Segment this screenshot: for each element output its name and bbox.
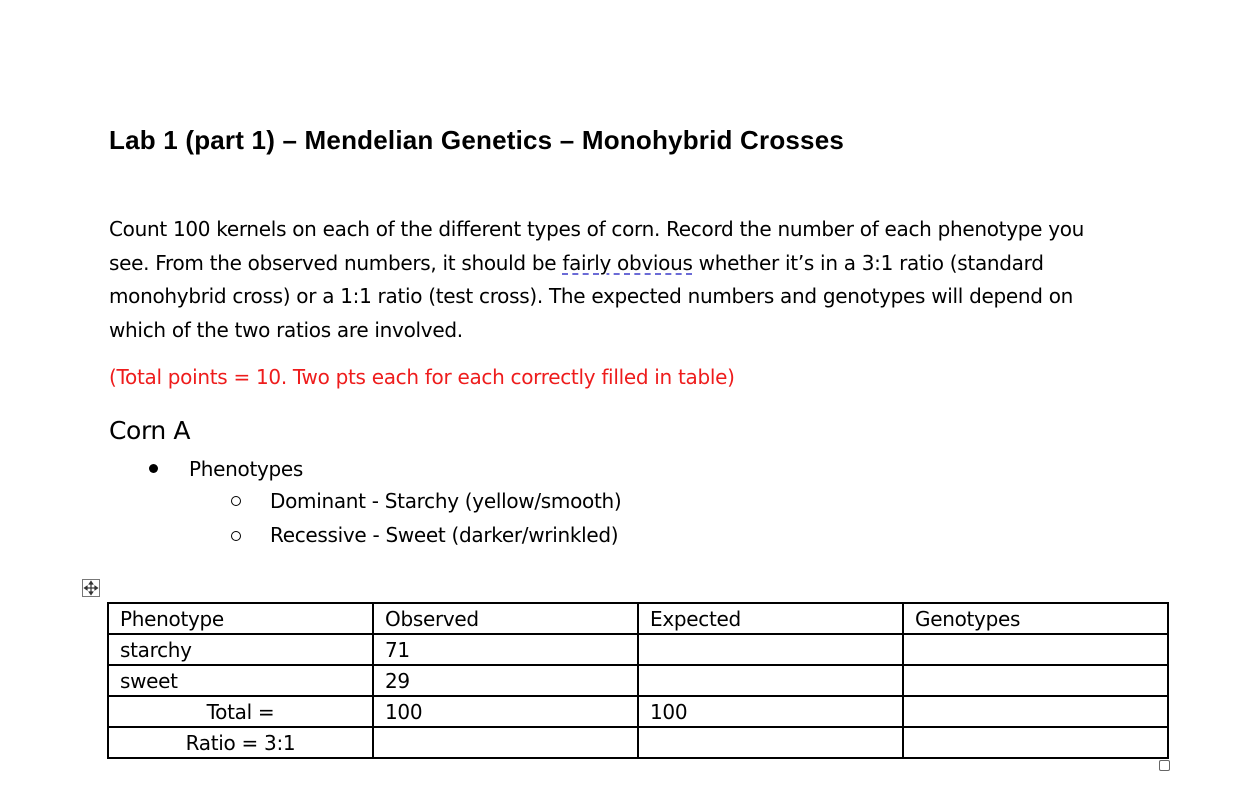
table-cell[interactable]: sweet xyxy=(108,665,373,696)
header-phenotype[interactable]: Phenotype xyxy=(108,603,373,634)
paragraph-line-2-start: see. From the observed numbers, it should be xyxy=(109,250,563,275)
table-row xyxy=(108,665,1168,696)
data-table xyxy=(107,602,1169,759)
table-header-row xyxy=(108,603,1168,634)
table-cell[interactable]: 71 xyxy=(373,634,638,665)
table-cell[interactable] xyxy=(903,727,1168,758)
table-cell[interactable]: Total = xyxy=(108,696,373,727)
paragraph-line-3: monohybrid cross) or a 1:1 ratio (test cross). The expected numbers and genotypes will depend on xyxy=(109,284,1074,308)
table-cell[interactable] xyxy=(903,665,1168,696)
table-cell[interactable] xyxy=(638,634,903,665)
table-cell[interactable] xyxy=(638,665,903,696)
paragraph-line-2-end: whether it’s in a 3:1 ratio (standard xyxy=(692,250,1044,275)
table-cell[interactable]: Ratio = 3:1 xyxy=(108,727,373,758)
table-cell[interactable]: 100 xyxy=(638,696,903,727)
paragraph-line-2 xyxy=(109,247,1139,281)
table-row xyxy=(108,634,1168,665)
sub-bullet-circle-icon xyxy=(231,531,241,541)
table-resize-handle[interactable] xyxy=(1159,760,1170,771)
move-arrows-icon xyxy=(83,580,99,596)
grammar-flagged-phrase[interactable]: fairly obvious xyxy=(562,250,693,275)
bullet-phenotypes: Phenotypes xyxy=(189,457,304,481)
paragraph-line-1: Count 100 kernels on each of the different types of corn. Record the number of each phenotype you xyxy=(109,217,1085,241)
table-move-handle[interactable] xyxy=(82,579,100,597)
table-cell[interactable]: starchy xyxy=(108,634,373,665)
header-genotypes[interactable]: Genotypes xyxy=(903,603,1168,634)
sub-bullet-recessive: Recessive - Sweet (darker/wrinkled) xyxy=(270,523,619,547)
header-expected[interactable]: Expected xyxy=(638,603,903,634)
sub-bullet-dominant: Dominant - Starchy (yellow/smooth) xyxy=(270,489,622,513)
table-row xyxy=(108,727,1168,758)
sub-bullet-circle-icon xyxy=(231,496,241,506)
table-cell[interactable] xyxy=(638,727,903,758)
table-cell[interactable] xyxy=(373,727,638,758)
header-observed[interactable]: Observed xyxy=(373,603,638,634)
section-heading: Corn A xyxy=(109,416,191,445)
table-cell[interactable] xyxy=(903,696,1168,727)
table-row xyxy=(108,696,1168,727)
instructions-paragraph xyxy=(109,213,1139,347)
points-note: (Total points = 10. Two pts each for each correctly filled in table) xyxy=(109,365,735,389)
document-title: Lab 1 (part 1) – Mendelian Genetics – Monohybrid Crosses xyxy=(109,125,845,155)
table-cell[interactable]: 100 xyxy=(373,696,638,727)
bullet-dot-icon xyxy=(149,464,158,473)
table-cell[interactable] xyxy=(903,634,1168,665)
paragraph-line-4: which of the two ratios are involved. xyxy=(109,317,463,342)
table-cell[interactable]: 29 xyxy=(373,665,638,696)
